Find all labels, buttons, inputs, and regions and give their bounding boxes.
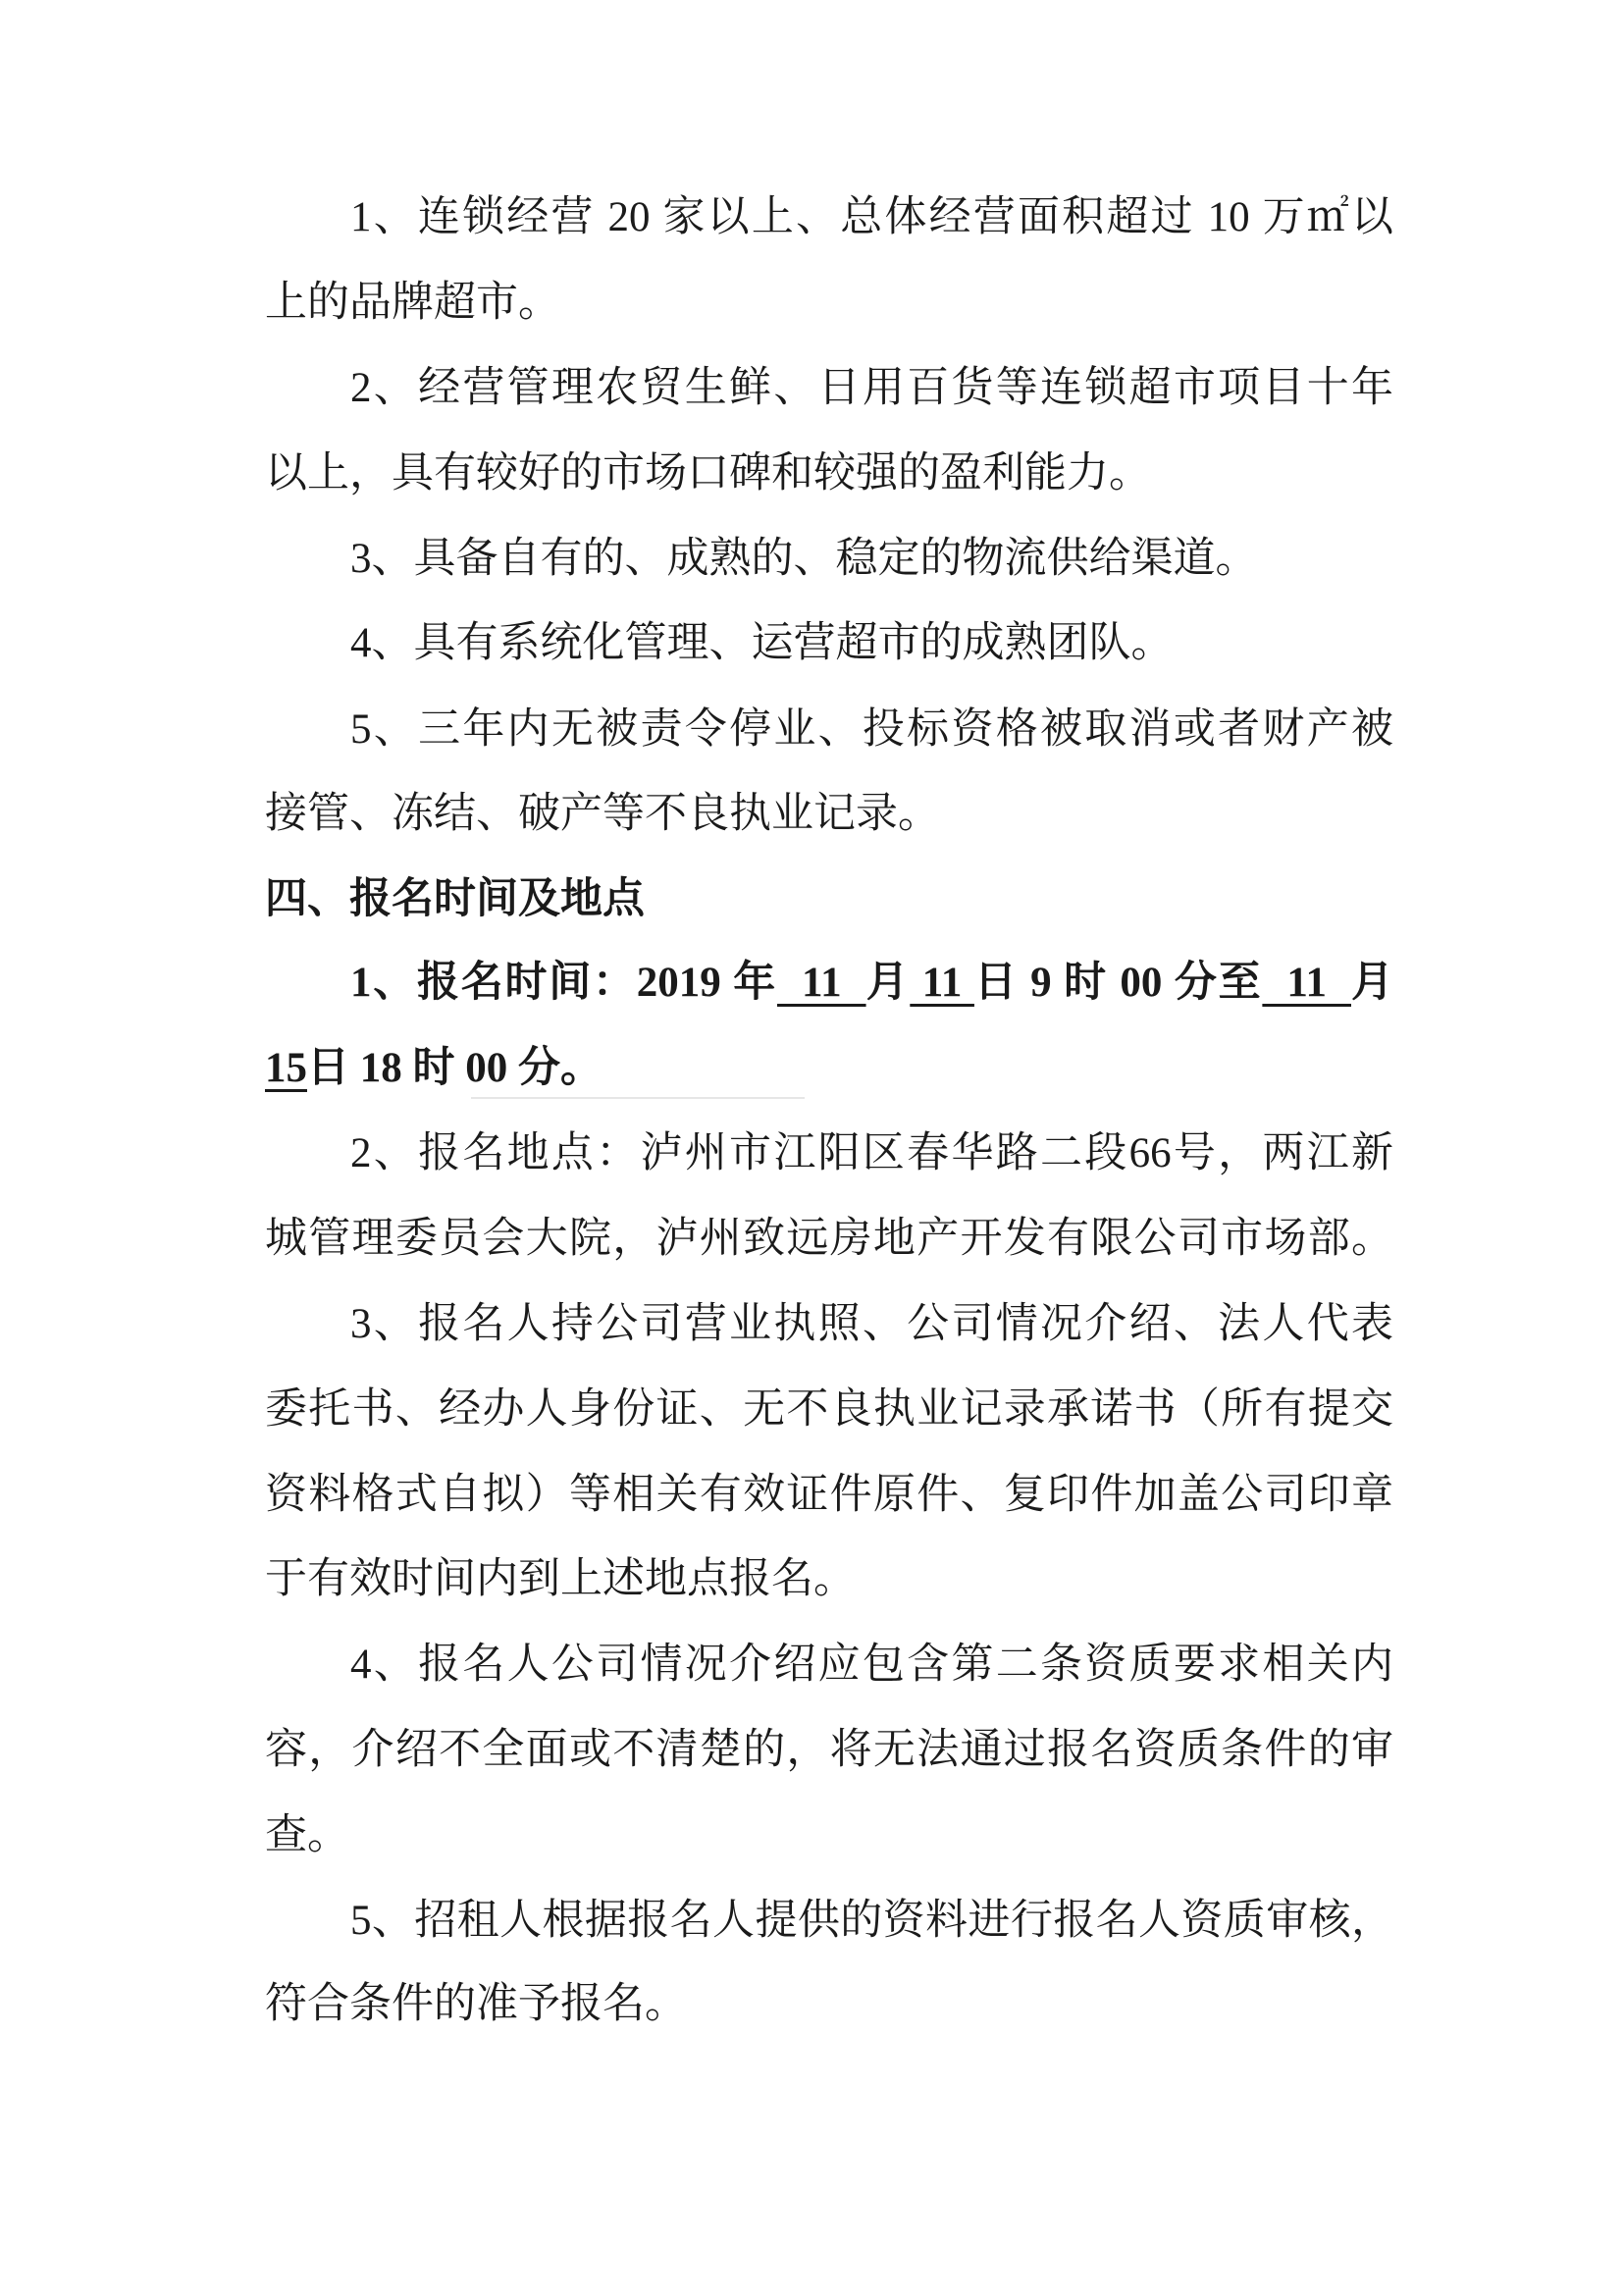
time-mid: 日 9 时 00 分至 [973, 960, 1263, 1006]
documents-line-2: 委托书、经办人身份证、无不良执业记录承诺书（所有提交 [265, 1386, 1393, 1433]
item-2-line-1: 2、经营管理农贸生鲜、日用百货等连锁超市项目十年 [350, 365, 1393, 411]
item-3: 3、具备自有的、成熟的、稳定的物流供给渠道。 [350, 536, 1258, 582]
item-4: 4、具有系统化管理、运营超市的成熟团队。 [350, 620, 1174, 666]
item-1-line-2: 上的品牌超市。 [265, 280, 560, 326]
documents-line-3: 资料格式自拟）等相关有效证件原件、复印件加盖公司印章 [265, 1472, 1393, 1518]
month-label: 月 [865, 960, 911, 1006]
item-2-line-2: 以上，具有较好的市场口碑和较强的盈利能力。 [265, 450, 1151, 496]
documents-line-1: 3、报名人持公司营业执照、公司情况介绍、法人代表 [350, 1301, 1393, 1347]
time-suffix: 日 18 时 00 分。 [307, 1045, 602, 1091]
end-day: 15 [265, 1045, 307, 1091]
review-line-1: 5、招租人根据报名人提供的资料进行报名人资质审核， [350, 1898, 1393, 1944]
location-line-2: 城管理委员会大院，泸州致远房地产开发有限公司市场部。 [265, 1216, 1393, 1262]
item-5-line-1: 5、三年内无被责令停业、投标资格被取消或者财产被 [350, 706, 1393, 753]
end-month: 11 [1262, 960, 1351, 1006]
review-line-2: 符合条件的准予报名。 [265, 1981, 687, 2027]
item-1-line-1: 1、连锁经营 20 家以上、总体经营面积超过 10 万㎡以 [350, 194, 1393, 240]
item-5-line-2: 接管、冻结、破产等不良执业记录。 [265, 791, 940, 837]
month-label-2: 月 [1351, 960, 1393, 1006]
registration-time-line-1 [350, 954, 1393, 1013]
registration-time-line-2 [265, 1039, 1393, 1098]
section-heading: 四、报名时间及地点 [265, 876, 645, 922]
intro-line-3: 查。 [265, 1812, 349, 1858]
location-line-1: 2、报名地点：泸州市江阳区春华路二段66号，两江新 [350, 1130, 1393, 1176]
intro-line-2: 容，介绍不全面或不清楚的，将无法通过报名资质条件的审 [265, 1727, 1393, 1773]
intro-line-1: 4、报名人公司情况介绍应包含第二条资质要求相关内 [350, 1642, 1393, 1688]
documents-line-4: 于有效时间内到上述地点报名。 [265, 1556, 856, 1602]
start-day: 11 [910, 960, 974, 1006]
start-month: 11 [776, 960, 866, 1006]
scan-mark [471, 1097, 805, 1099]
time-prefix: 1、报名时间：2019 年 [350, 960, 777, 1006]
